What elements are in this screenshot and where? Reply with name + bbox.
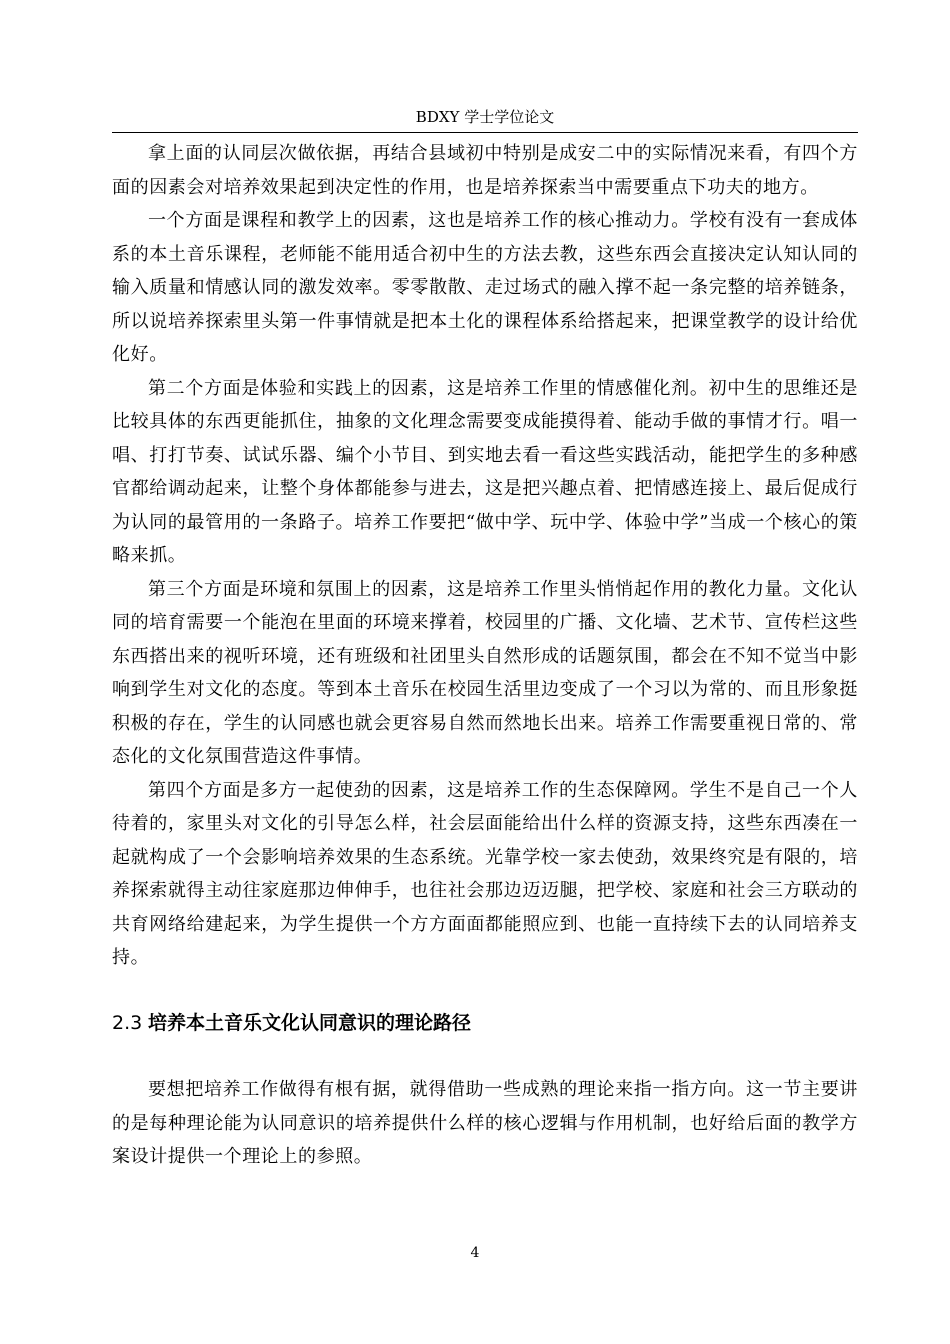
paragraph-1: 拿上面的认同层次做依据，再结合县域初中特别是成安二中的实际情况来看，有四个方面的因素会对培养效果起到决定性的作用，也是培养探索当中需要重点下功夫的地方。 xyxy=(112,143,858,198)
paragraph-4: 第三个方面是环境和氛围上的因素，这是培养工作里头悄悄起作用的教化力量。文化认同的培育需要一个能泡在里面的环境来撑着，校园里的广播、文化墙、艺术节、宣传栏这些东西搭出来的视听环境，还有班级和社团里头自然形成的话题氛围，都会在不知不觉当中影响到学生对文化的态度。等到本土音乐在校园生活里边变成了一个习以为常的、而且形象挺积极的存在，学生的认同感也就会更容易自然而然地长出来。培养工作需要重视日常的、常态化的文化氛围营造这件事情。 xyxy=(112,578,858,767)
page-number: 4 xyxy=(470,1245,480,1261)
section-body xyxy=(112,1073,858,1174)
section-heading xyxy=(112,1006,858,1040)
body-text xyxy=(112,137,858,975)
section-paragraph: 要想把培养工作做得有根有据，就得借助一些成熟的理论来指一指方向。这一节主要讲的是每种理论能为认同意识的培养提供什么样的核心逻辑与作用机制，也好给后面的教学方案设计提供一个理论上的参照。 xyxy=(112,1079,858,1167)
running-header xyxy=(112,102,858,133)
section-number: 2.3 xyxy=(112,1012,143,1034)
paragraph-2: 一个方面是课程和教学上的因素，这也是培养工作的核心推动力。学校有没有一套成体系的本土音乐课程，老师能不能用适合初中生的方法去教，这些东西会直接决定认知认同的输入质量和情感认同的激发效率。零零散散、走过场式的融入撑不起一条完整的培养链条，所以说培养探索里头第一件事情就是把本土化的课程体系给搭起来，把课堂教学的设计给优化好。 xyxy=(112,210,858,365)
paragraph-3: 第二个方面是体验和实践上的因素，这是培养工作里的情感催化剂。初中生的思维还是比较具体的东西更能抓住，抽象的文化理念需要变成能摸得着、能动手做的事情才行。唱一唱、打打节奏、试试乐器、编个小节目、到实地去看一看这些实践活动，能把学生的多种感官都给调动起来，让整个身体都能参与进去，这是把兴趣点着、把情感连接上、最后促成行为认同的最管用的一条路子。培养工作要把“做中学、玩中学、体验中学”当成一个核心的策略来抓。 xyxy=(112,377,858,566)
running-header-title: BDXY 学士学位论文 xyxy=(415,108,555,126)
paragraph-5: 第四个方面是多方一起使劲的因素，这是培养工作的生态保障网。学生不是自己一个人待着的，家里头对文化的引导怎么样，社会层面能给出什么样的资源支持，这些东西凑在一起就构成了一个会影响培养效果的生态系统。光靠学校一家去使劲，效果终究是有限的，培养探索就得主动往家庭那边伸伸手，也往社会那边迈迈腿，把学校、家庭和社会三方联动的共育网络给建起来，为学生提供一个方方面面都能照应到、也能一直持续下去的认同培养支持。 xyxy=(112,779,858,968)
section-title: 培养本土音乐文化认同意识的理论路径 xyxy=(148,1012,472,1034)
